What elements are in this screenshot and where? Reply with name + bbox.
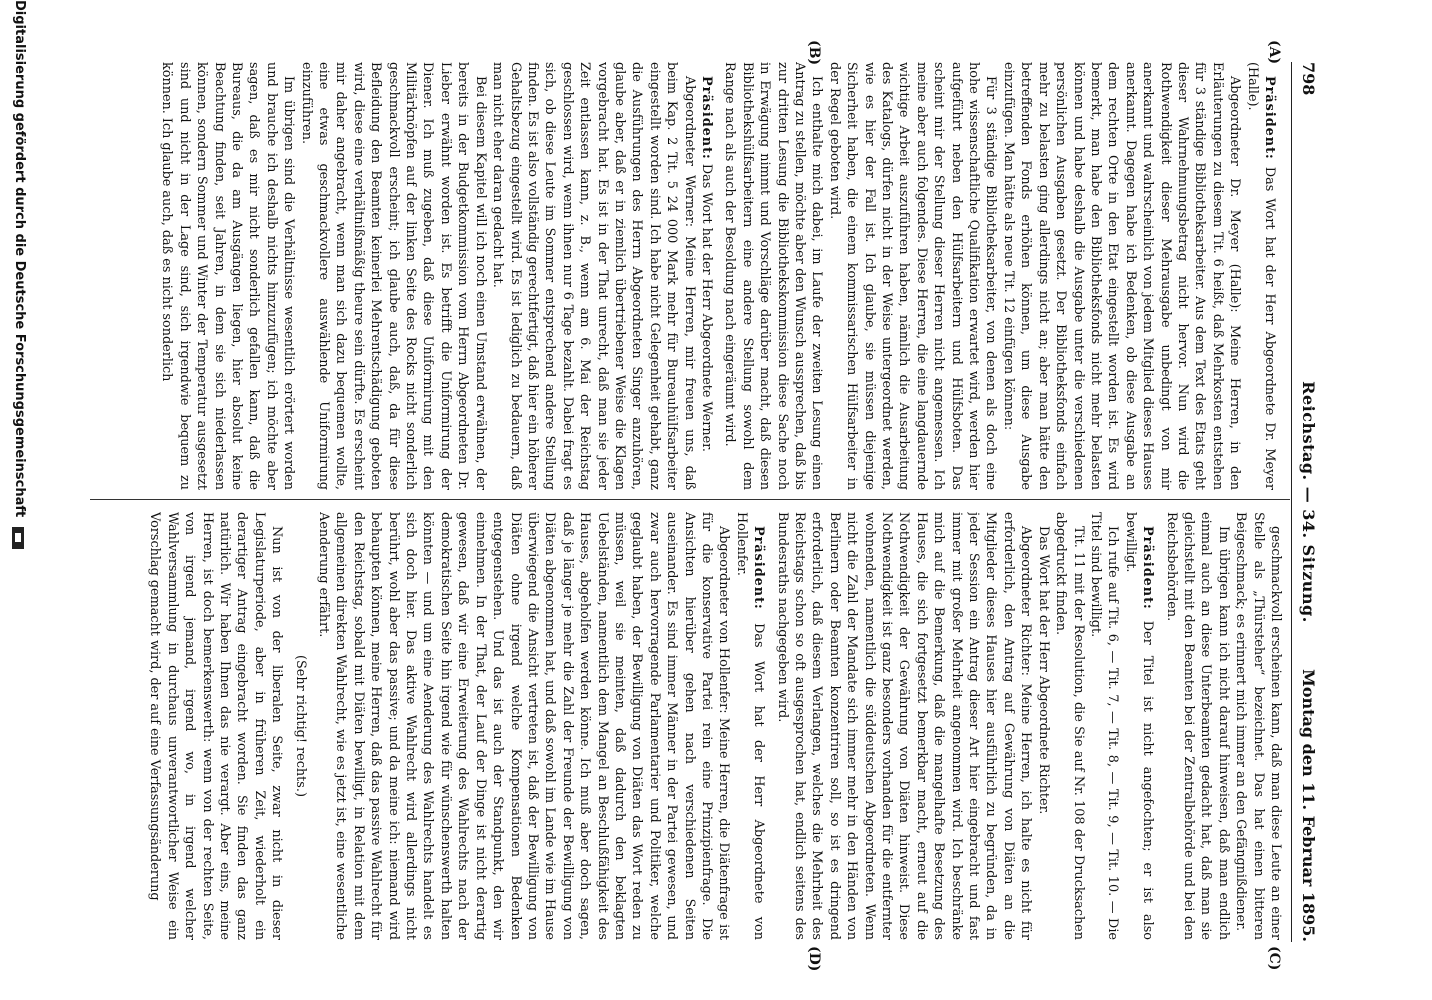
body-paragraph: Im übrigen kann ich nicht darauf hinweisen, daß man endlich einmal auch an diese Unterbeamten gedacht hat, daß man sie gleichstellt mit den Beamten bei der Zentralbehörde und bei den Reichsbehörden. [1163,512,1231,940]
body-paragraph: Für 3 ständige Bibliotheksarbeiter, von denen als doch eine hohe wissenschaftliche Qualifikation erwartet wird, werden hier aufgeführt neben den Hülfsarbeitern und Hülfsboten. Das scheint mir der Stellung dieser Herren nicht angemessen. Ich meine aber auch folgendes. Diese Herren, die eine langdauernde wichtige Arbeit auszuführen haben, nämlich die Ausarbeitung des Katalogs, dürfen nicht in der Weise untergeordnet werden, wie es hier der Fall ist. Ich glaube, sie müssen diejenige Sicherheit haben, die einem kommissarischen Hülfsarbeiter in der Regel geboten wird. [826,62,999,490]
body-paragraph: geschmackvoll erscheinen kann, daß man diese Leute an einer Stelle als „Thürsteher“ bezeichnet. Das hat einen bitteren Beigeschmack; es erinnert mich immer an den Gefängnißdiener. [1233,512,1283,940]
interjection: (Sehr richtig! rechts.) [292,655,308,797]
speaker-paragraph [1243,62,1278,490]
body-paragraph: Ich enthalte mich dabei, im Laufe der zweiten Lesung einen Antrag zu stellen, möchte aber den Wunsch aussprechen, daß bis zur dritten Lesung die Bibliothekskommission diese Sache noch in Erwägung nimmt und Vorschläge darüber macht, daß diesen Bibliothekshülfsarbeitern eine andere Stellung sowohl dem Range nach als auch der Besoldung nach eingeräumt wird. [722,62,825,490]
body-paragraph: Im übrigen sind die Verhältnisse wesentlich erörtert worden und brauche ich deshalb nichts hinzuzufügen; ich möchte aber sagen, daß es mir nicht sonderlich gefallen kann, daß die Bureaus, die da am Ausgängen liegen, hier absolut keine Beachtung finden, seit Jahren, in dem sie sich niederlassen können, sondern Sommer und Winter der Temperatur ausgesetzt sind und nicht in der Lage sind, sich irgendwie bequem zu können. Ich glaube auch, daß es nicht sonderlich [159,62,297,490]
body-paragraph: Ich rufe auf Tit. 6, — Tit. 7, — Tit. 8, — Tit. 9, — Tit. 10. — Die Titel sind bewilligt. [1087,512,1121,940]
speaker-label: Präsident: [1140,526,1156,610]
margin-mark-a: (A) [1266,40,1282,65]
body-paragraph: Tit. 11 mit der Resolution, die Sie auf Nr. 108 der Drucksachen abgedruckt finden. [1053,512,1086,940]
body-paragraph: Nun ist von der liberalen Seite, zwar nicht in dieser Legislaturperiode, aber in früheren Zeit, wiederholt ein derartiger Antrag eingebracht worden. Sie finden das ganz natürlich. Wir haben Ihnen das nie verargt. Aber eins, meine Herren, ist doch bemerkenswerth: wenn von der rechten Seite, von irgend jemand, irgend wo, in irgend welcher Wahlversammlung in durchaus unverantwortlicher Weise ein Vorschlag gemacht wird, der auf eine Verfassungsänderung [147,512,285,940]
speaker-label: Präsident: [699,76,714,160]
speaker-paragraph [1121,512,1156,940]
body-paragraph: Abgeordneter Richter: Meine Herren, ich halte es nicht für erforderlich, den Antrag auf Gewährung von Diäten an die Mitglieder dieses Hauses hier ausführlich zu begründen, da in jeder Session ein Antrag dieser Art hier eingebracht und fast immer mit großer Mehrheit angenommen wird. Ich beschränke mich auf die Bemerkung, daß die mangelhafte Besetzung des Hauses, die sich fortgesetzt bemerkbar macht, erneut auf die Nothwendigkeit der Gewährung von Diäten hinweist. Diese Nothwendigkeit ist ganz besonders vorhanden für die entfernter wohnenden, namentlich die süddeutschen Abgeordneten. Wenn nicht die Zahl der Mandate sich immer mehr in den Händen von Berlinern oder Beamten konzentriren soll, so ist es dringend erforderlich, daß diesem Verlangen, welches die Mehrheit des Reichstags schon so oft ausgesprochen hat, endlich seitens des Bundesraths nachgegeben wird. [774,512,1034,940]
margin-mark-d: (D) [806,946,822,972]
credit-text: Digitalisierung gefördert durch die Deutsche Forschungsgemeinschaft [12,0,27,518]
speaker-label: Präsident: [1262,76,1277,160]
page-header [1292,62,1320,942]
speaker-paragraph [698,62,715,490]
speaker-text: Das Wort hat der Herr Abgeordnete Werner. [699,163,714,452]
column-divider [90,499,1290,500]
speaker-text: Der Titel ist nicht angefochten; er ist also bewilligt. [1122,512,1156,940]
margin-mark-c: (C) [1266,946,1282,971]
speaker-label: Präsident: [751,526,767,610]
body-paragraph: Abgeordneter Werner: Meine Herren, mir freuen uns, daß beim Kap. 2 Tit. 5 24 000 Mark mehr für Bureauhülfsarbeiter eingestellt worden sind. Ich habe nicht Gelegenheit gehabt, ganz die Ausführungen des Herrn Abgeordneten Singer anzuhören, glaube aber, daß er in ziemlich übertriebener Weise die Klagen vorgebracht hat. Es ist in der That unrecht, daß man sie jeder Zeit entlassen kann, z. B., wenn am 6. Mai der Reichstag geschlossen wird, wenn ihnen nur 6 Tage bezahlt. Dabei fragt es sich, ob diese Leute im Sommer entsprechend andere Stellung finden. Es ist also vollständig gerechtfertigt, daß hier ein höherer Gehaltsbezug eingestellt wird. Es ist lediglich zu bedauern, daß man nicht eher daran gedacht hat. [490,62,697,490]
dfg-logo-icon [12,527,24,549]
margin-mark-b: (B) [806,40,822,66]
speaker-paragraph [732,512,767,940]
session-date: Montag den 11. Februar 1895. [1299,669,1318,942]
left-column [104,62,1284,490]
header-rule [1291,62,1292,942]
page-number: 798 [1299,62,1318,96]
digitization-credit [7,0,27,1000]
speaker-text: Das Wort hat der Herr Abgeordnete Dr. Meyer (Halle). [1244,62,1277,490]
speaker-text: Das Wort hat der Herr Abgeordnete von Hollenfer. [733,512,767,940]
body-paragraph: Das Wort hat der Herr Abgeordnete Richter. [1035,526,1051,815]
right-column [104,512,1284,940]
body-paragraph: Abgeordneter Dr. Meyer (Halle): Meine Herren, in den Erläuterungen zu diesem Tit. 6 heißt, daß Mehrkosten entstehen für 3 ständige Bibliotheksarbeiter. Aus dem Text des Etats geht dieser Wahrnehmungsbetrag nicht hervor. Nun wird die Rothwendigkeit dieser Mehrausgabe unbedingt von mir anerkannt und wahrscheinlich von jedem Mitglied dieses Hauses anerkannt. Dagegen habe ich Bedenken, ob diese Ausgabe an dem rechten Orte in den Etat eingestellt worden ist. Es wird bemerkt, man habe den Bibliotheksfonds nicht mehr belasten können und habe deshalb die Ausgabe unter die verschiedenen persönlichen Ausgaben gesetzt. Der Bibliotheksfonds einfach mehr zu belasten ging allerdings nicht an; aber man hätte den betreffenden Fonds erhöhen können, um diese Ausgabe einzufügen. Man hätte als neue Tit. 12 einfügen können: [1000,62,1243,490]
body-paragraph: Bei diesem Kapitel will ich noch einen Umstand erwähnen, der bereits in der Budgetkommission vom Herrn Abgeordneten Dr. Lieber erwähnt worden ist. Es betrifft die Uniformirung der Diener. Ich muß zugeben, daß diese Uniformirung mit den Militärknöpfen auf der linken Seite des Rocks nicht sonderlich geschmackvoll erscheint; ich glaube auch, daß, da für diese Befleidung den Beamten keinerlei Mehrentschädigung geboten wird, diese eine verhältnißmäßig theure sein dürfte. Es erscheint mir daher angebracht, wenn man sich dazu bequemen wollte, eine etwas geschmackvollere auswählende Uniformirung einzuführen. [298,62,488,490]
running-head: Reichstag. — 34. Sitzung. [1299,381,1318,623]
body-paragraph: Abgeordneter von Hollenfer: Meine Herren, die Diätenfrage ist für die konservative Partei rein eine Prinzipienfrage. Die Ansichten hierüber gehen nach verschiedenen Seiten auseinander. Es sind immer Männer in der Partei gewesen, und zwar auch hervorragende Parlamentarier und Politiker, welche geglaubt haben, der Bewilligung von Diäten das Wort reden zu müssen, weil sie meinten, daß dadurch den beklagten Uebelständen, namentlich dem Mangel an Beschlußfähigkeit des Hauses, abgeholfen werden könne. Ich muß aber doch sagen, daß je länger je mehr die Zahl der Freunde der Bewilligung von Diäten abgenommen hat, und daß sowohl im Lande wie im Hause überwiegend die Ansicht vertreten ist, daß der Bewilligung von Diäten ohne irgend welche Kompensationen Bedenken entgegenstehen. Und das ist auch der Standpunkt, den wir einnehmen. In der That, der Lauf der Dinge ist nicht derartig gewesen, daß wir eine Erweiterung des Wahlrechts nach der demokratischen Seite hin irgend wie für wünschenswerth halten könnten — und um eine Aenderung des Wahlrechts handelt es sich doch hier. Das aktive Wahlrecht wird allerdings nicht berührt, wohl aber das passive; und da meine ich: niemand wird behaupten können, meine Herren, daß das passive Wahlrecht für den Reichstag, sobald mit Diäten bewilligt, in Relation mit dem allgemeinen direkten Wahlrecht, wie es jetzt ist, eine wesentliche Aenderung erfährt. [316,512,732,940]
